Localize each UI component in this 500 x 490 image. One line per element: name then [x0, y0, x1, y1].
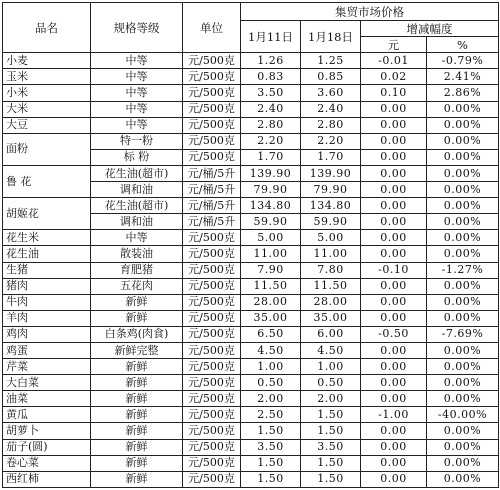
product-name-cell: 面粉: [3, 133, 91, 165]
spec-cell: 中等: [91, 117, 183, 133]
change-yuan-cell: -1.00: [361, 407, 427, 423]
change-yuan-cell: 0.10: [361, 85, 427, 101]
price-jan11-cell: 134.80: [241, 198, 301, 214]
unit-cell: 元/500克: [183, 294, 241, 310]
unit-cell: 元/500克: [183, 326, 241, 342]
table-row: [3, 69, 499, 85]
product-name-cell: 胡姬花: [3, 198, 91, 230]
price-jan18-cell: 2.20: [301, 133, 361, 149]
spec-cell: 新鲜: [91, 423, 183, 439]
change-yuan-cell: 0.00: [361, 149, 427, 165]
spec-cell: 新鲜: [91, 439, 183, 455]
change-pct-cell: 0.00%: [427, 439, 499, 455]
spec-cell: 特一粉: [91, 133, 183, 149]
change-pct-cell: -40.00%: [427, 407, 499, 423]
unit-cell: 元/500克: [183, 101, 241, 117]
change-yuan-cell: 0.00: [361, 246, 427, 262]
change-pct-cell: 0.00%: [427, 391, 499, 407]
price-jan18-cell: 11.00: [301, 246, 361, 262]
price-jan11-cell: 3.50: [241, 439, 301, 455]
change-pct-cell: -7.69%: [427, 326, 499, 342]
price-jan18-cell: 4.50: [301, 342, 361, 358]
product-name-cell: 大白菜: [3, 375, 91, 391]
table-row: [3, 423, 499, 439]
table-row: [3, 342, 499, 358]
change-yuan-cell: 0.00: [361, 342, 427, 358]
product-name-cell: 鸡蛋: [3, 342, 91, 358]
header-change-yuan: 元: [361, 37, 427, 53]
price-jan18-cell: 6.00: [301, 326, 361, 342]
product-name-cell: 西红柿: [3, 471, 91, 487]
table-row: [3, 230, 499, 246]
change-pct-cell: 0.00%: [427, 278, 499, 294]
change-yuan-cell: 0.00: [361, 117, 427, 133]
product-name-cell: 猪肉: [3, 278, 91, 294]
unit-cell: 元/500克: [183, 149, 241, 165]
product-name-cell: 羊肉: [3, 310, 91, 326]
price-jan18-cell: 11.50: [301, 278, 361, 294]
product-name-cell: 小麦: [3, 53, 91, 69]
change-pct-cell: 2.41%: [427, 69, 499, 85]
spec-cell: 花生油(超市): [91, 198, 183, 214]
product-name-cell: 胡萝卜: [3, 423, 91, 439]
price-table: [2, 2, 499, 488]
header-date1: 1月11日: [241, 21, 301, 53]
spec-cell: 新鲜完整: [91, 342, 183, 358]
change-yuan-cell: 0.00: [361, 310, 427, 326]
table-row: [3, 294, 499, 310]
change-yuan-cell: 0.00: [361, 359, 427, 375]
price-jan11-cell: 3.50: [241, 85, 301, 101]
spec-cell: 育肥猪: [91, 262, 183, 278]
spec-cell: 新鲜: [91, 375, 183, 391]
table-row: [3, 198, 499, 214]
change-pct-cell: -1.27%: [427, 262, 499, 278]
change-yuan-cell: 0.00: [361, 423, 427, 439]
unit-cell: 元/500克: [183, 117, 241, 133]
table-row: [3, 439, 499, 455]
unit-cell: 元/500克: [183, 439, 241, 455]
unit-cell: 元/桶/5升: [183, 182, 241, 198]
change-pct-cell: 0.00%: [427, 423, 499, 439]
unit-cell: 元/500克: [183, 310, 241, 326]
spec-cell: 白条鸡(肉食): [91, 326, 183, 342]
price-jan11-cell: 1.50: [241, 455, 301, 471]
unit-cell: 元/500克: [183, 375, 241, 391]
price-jan11-cell: 11.50: [241, 278, 301, 294]
product-name-cell: 小米: [3, 85, 91, 101]
change-yuan-cell: -0.01: [361, 53, 427, 69]
price-jan18-cell: 0.85: [301, 69, 361, 85]
price-jan11-cell: 59.90: [241, 214, 301, 230]
change-yuan-cell: 0.00: [361, 182, 427, 198]
unit-cell: 元/500克: [183, 278, 241, 294]
price-jan18-cell: 139.90: [301, 165, 361, 181]
spec-cell: 中等: [91, 69, 183, 85]
change-yuan-cell: 0.00: [361, 230, 427, 246]
change-pct-cell: 0.00%: [427, 149, 499, 165]
header-change: 增减幅度: [361, 21, 499, 37]
price-jan11-cell: 35.00: [241, 310, 301, 326]
change-pct-cell: 0.00%: [427, 359, 499, 375]
spec-cell: 新鲜: [91, 391, 183, 407]
product-name-cell: 花生米: [3, 230, 91, 246]
table-row: [3, 326, 499, 342]
product-name-cell: 鸡肉: [3, 326, 91, 342]
price-jan18-cell: 35.00: [301, 310, 361, 326]
price-jan18-cell: 0.50: [301, 375, 361, 391]
product-name-cell: 黄瓜: [3, 407, 91, 423]
price-jan18-cell: 1.25: [301, 53, 361, 69]
unit-cell: 元/桶/5升: [183, 214, 241, 230]
spec-cell: 调和油: [91, 182, 183, 198]
spec-cell: 中等: [91, 85, 183, 101]
price-jan11-cell: 1.50: [241, 423, 301, 439]
unit-cell: 元/500克: [183, 246, 241, 262]
price-jan11-cell: 1.26: [241, 53, 301, 69]
price-jan18-cell: 1.50: [301, 423, 361, 439]
price-jan11-cell: 1.00: [241, 359, 301, 375]
spec-cell: 标 粉: [91, 149, 183, 165]
change-yuan-cell: 0.00: [361, 375, 427, 391]
price-jan11-cell: 139.90: [241, 165, 301, 181]
header-unit: 单位: [183, 3, 241, 53]
table-row: [3, 391, 499, 407]
product-name-cell: 茄子(圆): [3, 439, 91, 455]
table-row: [3, 53, 499, 69]
change-yuan-cell: 0.00: [361, 391, 427, 407]
price-jan18-cell: 1.50: [301, 407, 361, 423]
product-name-cell: 生猪: [3, 262, 91, 278]
change-yuan-cell: 0.00: [361, 133, 427, 149]
unit-cell: 元/500克: [183, 69, 241, 85]
unit-cell: 元/500克: [183, 359, 241, 375]
product-name-cell: 鲁 花: [3, 165, 91, 197]
price-jan11-cell: 28.00: [241, 294, 301, 310]
unit-cell: 元/500克: [183, 342, 241, 358]
price-jan18-cell: 1.00: [301, 359, 361, 375]
table-row: [3, 117, 499, 133]
header-product: 品名: [3, 3, 91, 53]
spec-cell: 新鲜: [91, 359, 183, 375]
unit-cell: 元/500克: [183, 133, 241, 149]
price-jan11-cell: 6.50: [241, 326, 301, 342]
change-yuan-cell: 0.00: [361, 165, 427, 181]
header-spec: 规格等级: [91, 3, 183, 53]
price-jan18-cell: 1.50: [301, 471, 361, 487]
change-pct-cell: 0.00%: [427, 455, 499, 471]
price-jan11-cell: 7.90: [241, 262, 301, 278]
change-pct-cell: 0.00%: [427, 246, 499, 262]
change-pct-cell: 2.86%: [427, 85, 499, 101]
spec-cell: 新鲜: [91, 455, 183, 471]
unit-cell: 元/500克: [183, 262, 241, 278]
price-jan11-cell: 2.40: [241, 101, 301, 117]
price-jan18-cell: 134.80: [301, 198, 361, 214]
price-jan18-cell: 7.80: [301, 262, 361, 278]
header-market-price: 集贸市场价格: [241, 3, 499, 21]
change-yuan-cell: -0.10: [361, 262, 427, 278]
price-jan11-cell: 1.50: [241, 471, 301, 487]
price-jan11-cell: 79.90: [241, 182, 301, 198]
price-jan11-cell: 2.80: [241, 117, 301, 133]
change-yuan-cell: 0.00: [361, 198, 427, 214]
change-yuan-cell: 0.00: [361, 294, 427, 310]
spec-cell: 新鲜: [91, 471, 183, 487]
spec-cell: 调和油: [91, 214, 183, 230]
price-jan18-cell: 59.90: [301, 214, 361, 230]
price-jan18-cell: 3.50: [301, 439, 361, 455]
change-yuan-cell: 0.00: [361, 455, 427, 471]
change-pct-cell: 0.00%: [427, 117, 499, 133]
product-name-cell: 牛肉: [3, 294, 91, 310]
price-jan11-cell: 1.70: [241, 149, 301, 165]
unit-cell: 元/500克: [183, 391, 241, 407]
change-yuan-cell: 0.02: [361, 69, 427, 85]
unit-cell: 元/500克: [183, 85, 241, 101]
product-name-cell: 大豆: [3, 117, 91, 133]
product-name-cell: 大米: [3, 101, 91, 117]
table-row: [3, 310, 499, 326]
change-yuan-cell: -0.50: [361, 326, 427, 342]
table-row: [3, 101, 499, 117]
table-row: [3, 375, 499, 391]
product-name-cell: 花生油: [3, 246, 91, 262]
unit-cell: 元/500克: [183, 407, 241, 423]
unit-cell: 元/500克: [183, 455, 241, 471]
product-name-cell: 芹菜: [3, 359, 91, 375]
unit-cell: 元/500克: [183, 53, 241, 69]
table-row: [3, 471, 499, 487]
change-pct-cell: 0.00%: [427, 101, 499, 117]
spec-cell: 散装油: [91, 246, 183, 262]
change-pct-cell: 0.00%: [427, 214, 499, 230]
price-jan18-cell: 28.00: [301, 294, 361, 310]
change-pct-cell: -0.79%: [427, 53, 499, 69]
table-row: [3, 85, 499, 101]
unit-cell: 元/桶/5升: [183, 198, 241, 214]
change-pct-cell: 0.00%: [427, 230, 499, 246]
change-yuan-cell: 0.00: [361, 101, 427, 117]
price-jan18-cell: 79.90: [301, 182, 361, 198]
table-row: [3, 246, 499, 262]
price-jan11-cell: 4.50: [241, 342, 301, 358]
spec-cell: 新鲜: [91, 407, 183, 423]
table-row: [3, 262, 499, 278]
spec-cell: 新鲜: [91, 310, 183, 326]
table-row: [3, 359, 499, 375]
header-date2: 1月18日: [301, 21, 361, 53]
header-row-top: [3, 3, 499, 21]
price-jan18-cell: 2.80: [301, 117, 361, 133]
change-pct-cell: 0.00%: [427, 342, 499, 358]
table-row: [3, 133, 499, 149]
product-name-cell: 玉米: [3, 69, 91, 85]
change-pct-cell: 0.00%: [427, 471, 499, 487]
price-jan11-cell: 2.00: [241, 391, 301, 407]
spec-cell: 新鲜: [91, 294, 183, 310]
price-jan11-cell: 2.20: [241, 133, 301, 149]
unit-cell: 元/500克: [183, 230, 241, 246]
price-jan11-cell: 0.50: [241, 375, 301, 391]
change-pct-cell: 0.00%: [427, 294, 499, 310]
table-row: [3, 165, 499, 181]
table-row: [3, 455, 499, 471]
price-jan11-cell: 11.00: [241, 246, 301, 262]
change-pct-cell: 0.00%: [427, 375, 499, 391]
change-pct-cell: 0.00%: [427, 310, 499, 326]
table-row: [3, 278, 499, 294]
unit-cell: 元/桶/5升: [183, 165, 241, 181]
price-jan11-cell: 0.83: [241, 69, 301, 85]
header-change-pct: %: [427, 37, 499, 53]
spec-cell: 中等: [91, 101, 183, 117]
spec-cell: 花生油(超市): [91, 165, 183, 181]
change-pct-cell: 0.00%: [427, 182, 499, 198]
unit-cell: 元/500克: [183, 471, 241, 487]
price-jan18-cell: 3.60: [301, 85, 361, 101]
change-yuan-cell: 0.00: [361, 278, 427, 294]
unit-cell: 元/500克: [183, 423, 241, 439]
spec-cell: 中等: [91, 230, 183, 246]
change-yuan-cell: 0.00: [361, 439, 427, 455]
change-yuan-cell: 0.00: [361, 471, 427, 487]
spec-cell: 中等: [91, 53, 183, 69]
price-jan11-cell: 2.50: [241, 407, 301, 423]
change-pct-cell: 0.00%: [427, 198, 499, 214]
change-pct-cell: 0.00%: [427, 133, 499, 149]
table-row: [3, 407, 499, 423]
price-jan18-cell: 2.40: [301, 101, 361, 117]
price-jan18-cell: 2.00: [301, 391, 361, 407]
product-name-cell: 卷心菜: [3, 455, 91, 471]
price-jan18-cell: 1.70: [301, 149, 361, 165]
change-pct-cell: 0.00%: [427, 165, 499, 181]
price-jan18-cell: 1.50: [301, 455, 361, 471]
price-jan18-cell: 5.00: [301, 230, 361, 246]
product-name-cell: 油菜: [3, 391, 91, 407]
change-yuan-cell: 0.00: [361, 214, 427, 230]
price-jan11-cell: 5.00: [241, 230, 301, 246]
spec-cell: 五花肉: [91, 278, 183, 294]
